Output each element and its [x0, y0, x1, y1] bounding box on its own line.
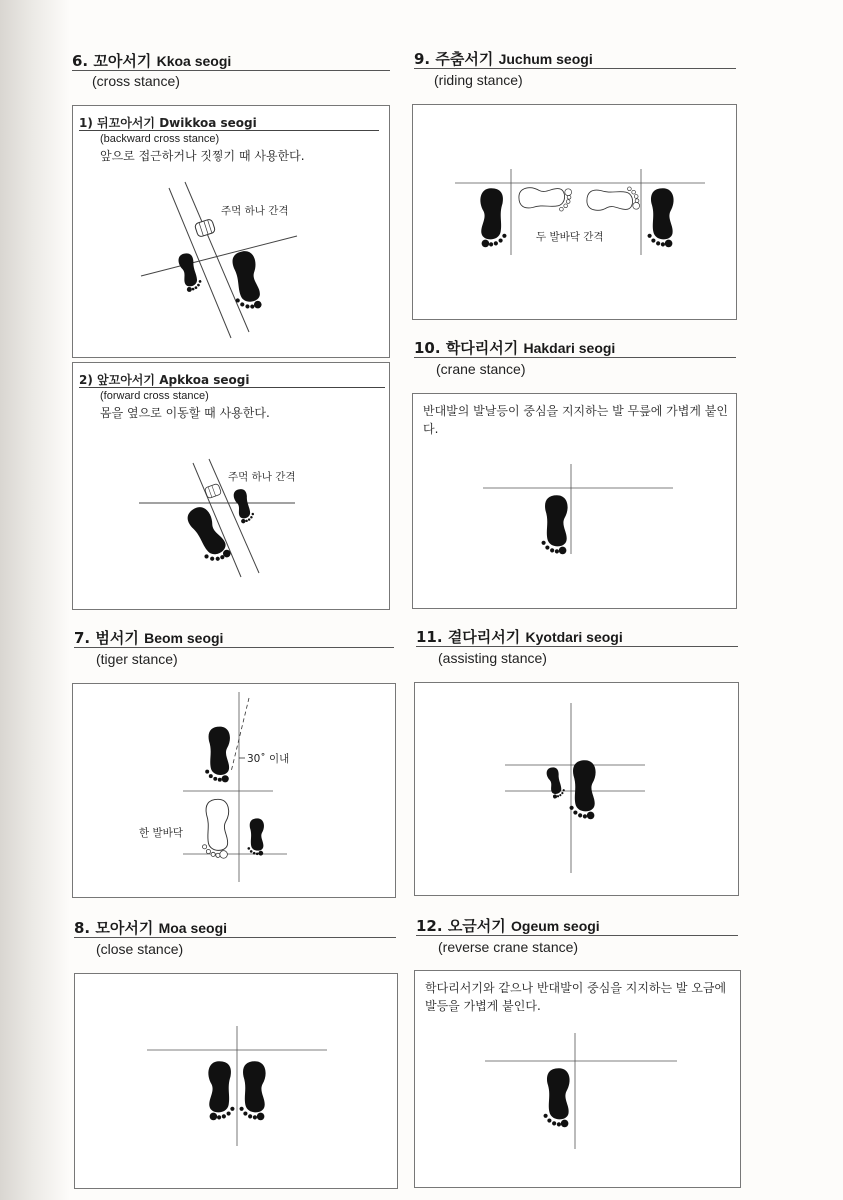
section-9-heading [414, 48, 736, 69]
section-10-heading [414, 337, 736, 358]
backward-cross-stance-diagram [73, 106, 391, 359]
section-8-box [74, 973, 398, 1189]
section-10-description: 반대발의 발날등이 중심을 지지하는 발 무릎에 가볍게 붙인다. [423, 404, 728, 436]
front-foot-icon [205, 727, 230, 783]
section-9-korean: 주춤서기 [435, 50, 494, 68]
section-6-1-number: 1) [79, 116, 93, 130]
section-10-english: (crane stance) [436, 361, 526, 377]
forward-cross-stance-diagram [73, 363, 391, 611]
section-8-romanized: Moa seogi [158, 920, 228, 936]
section-10-korean: 학다리서기 [445, 339, 519, 357]
section-7-box [72, 683, 396, 898]
section-12-english: (reverse crane stance) [438, 939, 579, 955]
standing-foot-icon [544, 1068, 570, 1127]
close-stance-diagram [75, 974, 399, 1190]
section-6-heading [72, 50, 390, 71]
foot-outline-icon [203, 799, 229, 858]
foot-outline-icon [519, 188, 572, 211]
section-6-1-korean: 뒤꼬아서기 [97, 116, 155, 130]
section-6-romanized: Kkoa seogi [156, 53, 232, 69]
section-6-1-romanized: Dwikkoa seogi [159, 116, 257, 130]
section-9-number: 9. [414, 50, 431, 68]
section-7-foot-label: 한 발바닥 [139, 827, 183, 839]
section-12-number: 12. [416, 917, 443, 935]
section-11-number: 11. [416, 628, 443, 646]
section-8-english: (close stance) [96, 941, 184, 957]
section-7-romanized: Beom seogi [144, 630, 224, 646]
section-6-2-number: 2) [79, 373, 93, 387]
section-7-angle-label: 30˚ 이내 [247, 753, 290, 765]
foot-outline-icon [587, 187, 640, 210]
section-9-romanized: Juchum seogi [498, 51, 593, 67]
page-binding-shadow [0, 0, 70, 1200]
section-11-korean: 곁다리서기 [447, 628, 521, 646]
section-6-1-box [72, 105, 390, 358]
section-6-1-description: 앞으로 접근하거나 짓찧기 때 사용한다. [100, 149, 305, 163]
section-7-korean: 범서기 [95, 629, 139, 647]
section-6-2-gap-label: 주먹 하나 간격 [228, 471, 296, 483]
section-11-romanized: Kyotdari seogi [525, 629, 623, 645]
section-12-romanized: Ogeum seogi [511, 918, 600, 934]
back-foot-icon [247, 818, 263, 855]
left-foot-icon [480, 188, 506, 247]
right-foot-icon [240, 1061, 266, 1120]
section-11-english: (assisting stance) [438, 650, 547, 666]
section-10-romanized: Hakdari seogi [523, 340, 616, 356]
tiger-stance-diagram [73, 684, 397, 899]
section-8-korean: 모아서기 [95, 919, 154, 937]
section-11-heading [416, 626, 738, 647]
right-foot-icon [181, 503, 233, 567]
assisting-stance-diagram [415, 683, 740, 897]
section-9-box [412, 104, 737, 320]
left-foot-icon [208, 1061, 234, 1120]
section-12-heading [416, 915, 738, 936]
right-foot-icon [648, 188, 674, 247]
section-7-heading [74, 627, 394, 648]
section-6-korean: 꼬아서기 [93, 52, 152, 70]
standing-foot-icon [570, 760, 596, 819]
section-10-number: 10. [414, 339, 441, 357]
section-6-2-description: 몸을 옆으로 이동할 때 사용한다. [100, 406, 270, 420]
section-7-number: 7. [74, 629, 91, 647]
section-9-gap-label: 두 발바닥 간격 [536, 231, 604, 243]
section-12-description: 학다리서기와 같으나 반대발이 중심을 지지하는 발 오금에 발등을 가볍게 붙인다. [425, 981, 727, 1013]
standing-foot-icon [542, 495, 568, 554]
left-foot-icon [177, 251, 203, 293]
section-11-box [414, 682, 739, 896]
section-6-1-english: (backward cross stance) [100, 133, 220, 145]
fist-icon [204, 483, 221, 498]
section-6-number: 6. [72, 52, 89, 70]
right-foot-icon [227, 249, 263, 312]
section-9-english: (riding stance) [434, 72, 523, 88]
reverse-crane-stance-diagram [415, 971, 742, 1189]
section-12-korean: 오금서기 [447, 917, 506, 935]
assisting-foot-icon [545, 766, 566, 799]
section-6-2-korean: 앞꼬아서기 [97, 373, 155, 387]
section-6-2-box [72, 362, 390, 610]
section-7-english: (tiger stance) [96, 651, 178, 667]
section-6-2-romanized: Apkkoa seogi [159, 373, 250, 387]
section-6-1-gap-label: 주먹 하나 간격 [221, 205, 289, 217]
fist-icon [194, 219, 215, 238]
crane-stance-diagram [413, 394, 738, 610]
section-12-box [414, 970, 741, 1188]
section-6-english: (cross stance) [92, 73, 180, 89]
riding-stance-diagram [413, 105, 738, 321]
section-6-2-english: (forward cross stance) [100, 390, 209, 402]
section-10-box [412, 393, 737, 609]
left-foot-icon [232, 487, 255, 524]
section-8-number: 8. [74, 919, 91, 937]
section-8-heading [74, 917, 396, 938]
